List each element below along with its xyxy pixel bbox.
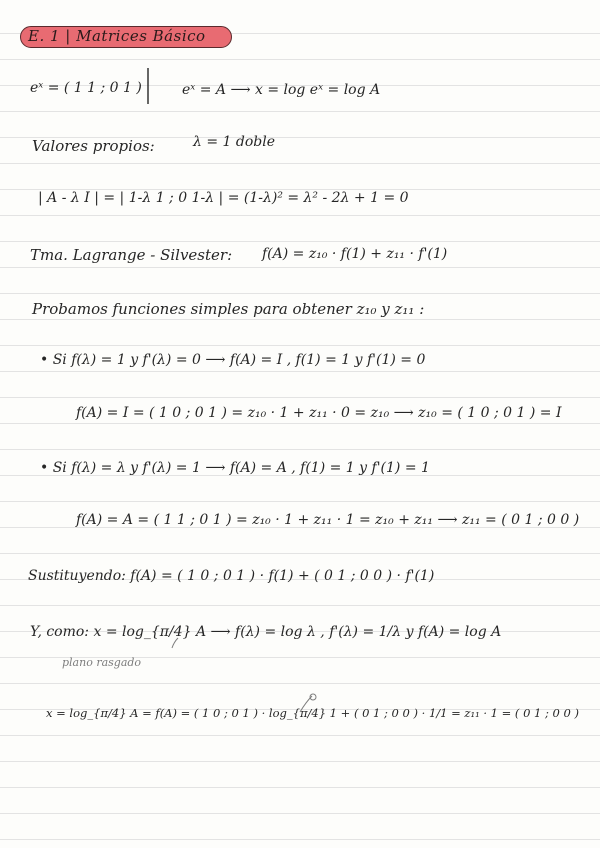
characteristic-eq: | A - λ I | = | 1-λ 1 ; 0 1-λ | = (1-λ)² = λ² - 2λ + 1 = 0 [38, 190, 409, 206]
case-2-result: f(A) = A = ( 1 1 ; 0 1 ) = z₁₀ · 1 + z₁₁ · 1 = z₁₀ + z₁₁ ⟶ z₁₁ = ( 0 1 ; 0 0 ) [76, 512, 580, 528]
substitution: Sustituyendo: f(A) = ( 1 0 ; 0 1 ) · f(1) + ( 0 1 ; 0 0 ) · f'(1) [28, 568, 435, 584]
eigenvalues-value: λ = 1 doble [193, 134, 275, 150]
case-2: • Si f(λ) = λ y f'(λ) = 1 ⟶ f(A) = A , f(1) = 1 y f'(1) = 1 [40, 460, 430, 476]
theorem-label: Tma. Lagrange - Silvester: [30, 246, 233, 264]
intro-sentence: Probamos funciones simples para obtener z₁₀ y z₁₁ : [32, 300, 425, 318]
final-result: x = log_{π/4} A = f(A) = ( 1 0 ; 0 1 ) · log_{π/4} 1 + ( 0 1 ; 0 0 ) · 1/1 = z₁₁ · 1 = ( 0 1 ; 0 0 ) [46, 706, 579, 720]
page-title: E. 1 | Matrices Básico [28, 27, 206, 45]
margin-note: plano rasgado [62, 656, 142, 669]
case-1: • Si f(λ) = 1 y f'(λ) = 0 ⟶ f(A) = I , f(1) = 1 y f'(1) = 0 [40, 352, 426, 368]
theorem-formula: f(A) = z₁₀ · f(1) + z₁₁ · f'(1) [262, 246, 448, 262]
eigenvalues-label: Valores propios: [32, 137, 155, 155]
case-1-result: f(A) = I = ( 1 0 ; 0 1 ) = z₁₀ · 1 + z₁₁ · 0 = z₁₀ ⟶ z₁₀ = ( 1 0 ; 0 1 ) = I [76, 405, 562, 421]
eq-exp-matrix: eˣ = ( 1 1 ; 0 1 ) [30, 80, 142, 96]
log-definition: Y, como: x = log_{π/4} A ⟶ f(λ) = log λ , f'(λ) = 1/λ y f(A) = log A [30, 624, 502, 640]
eq-exp-log: eˣ = A ⟶ x = log eˣ = log A [182, 82, 381, 98]
